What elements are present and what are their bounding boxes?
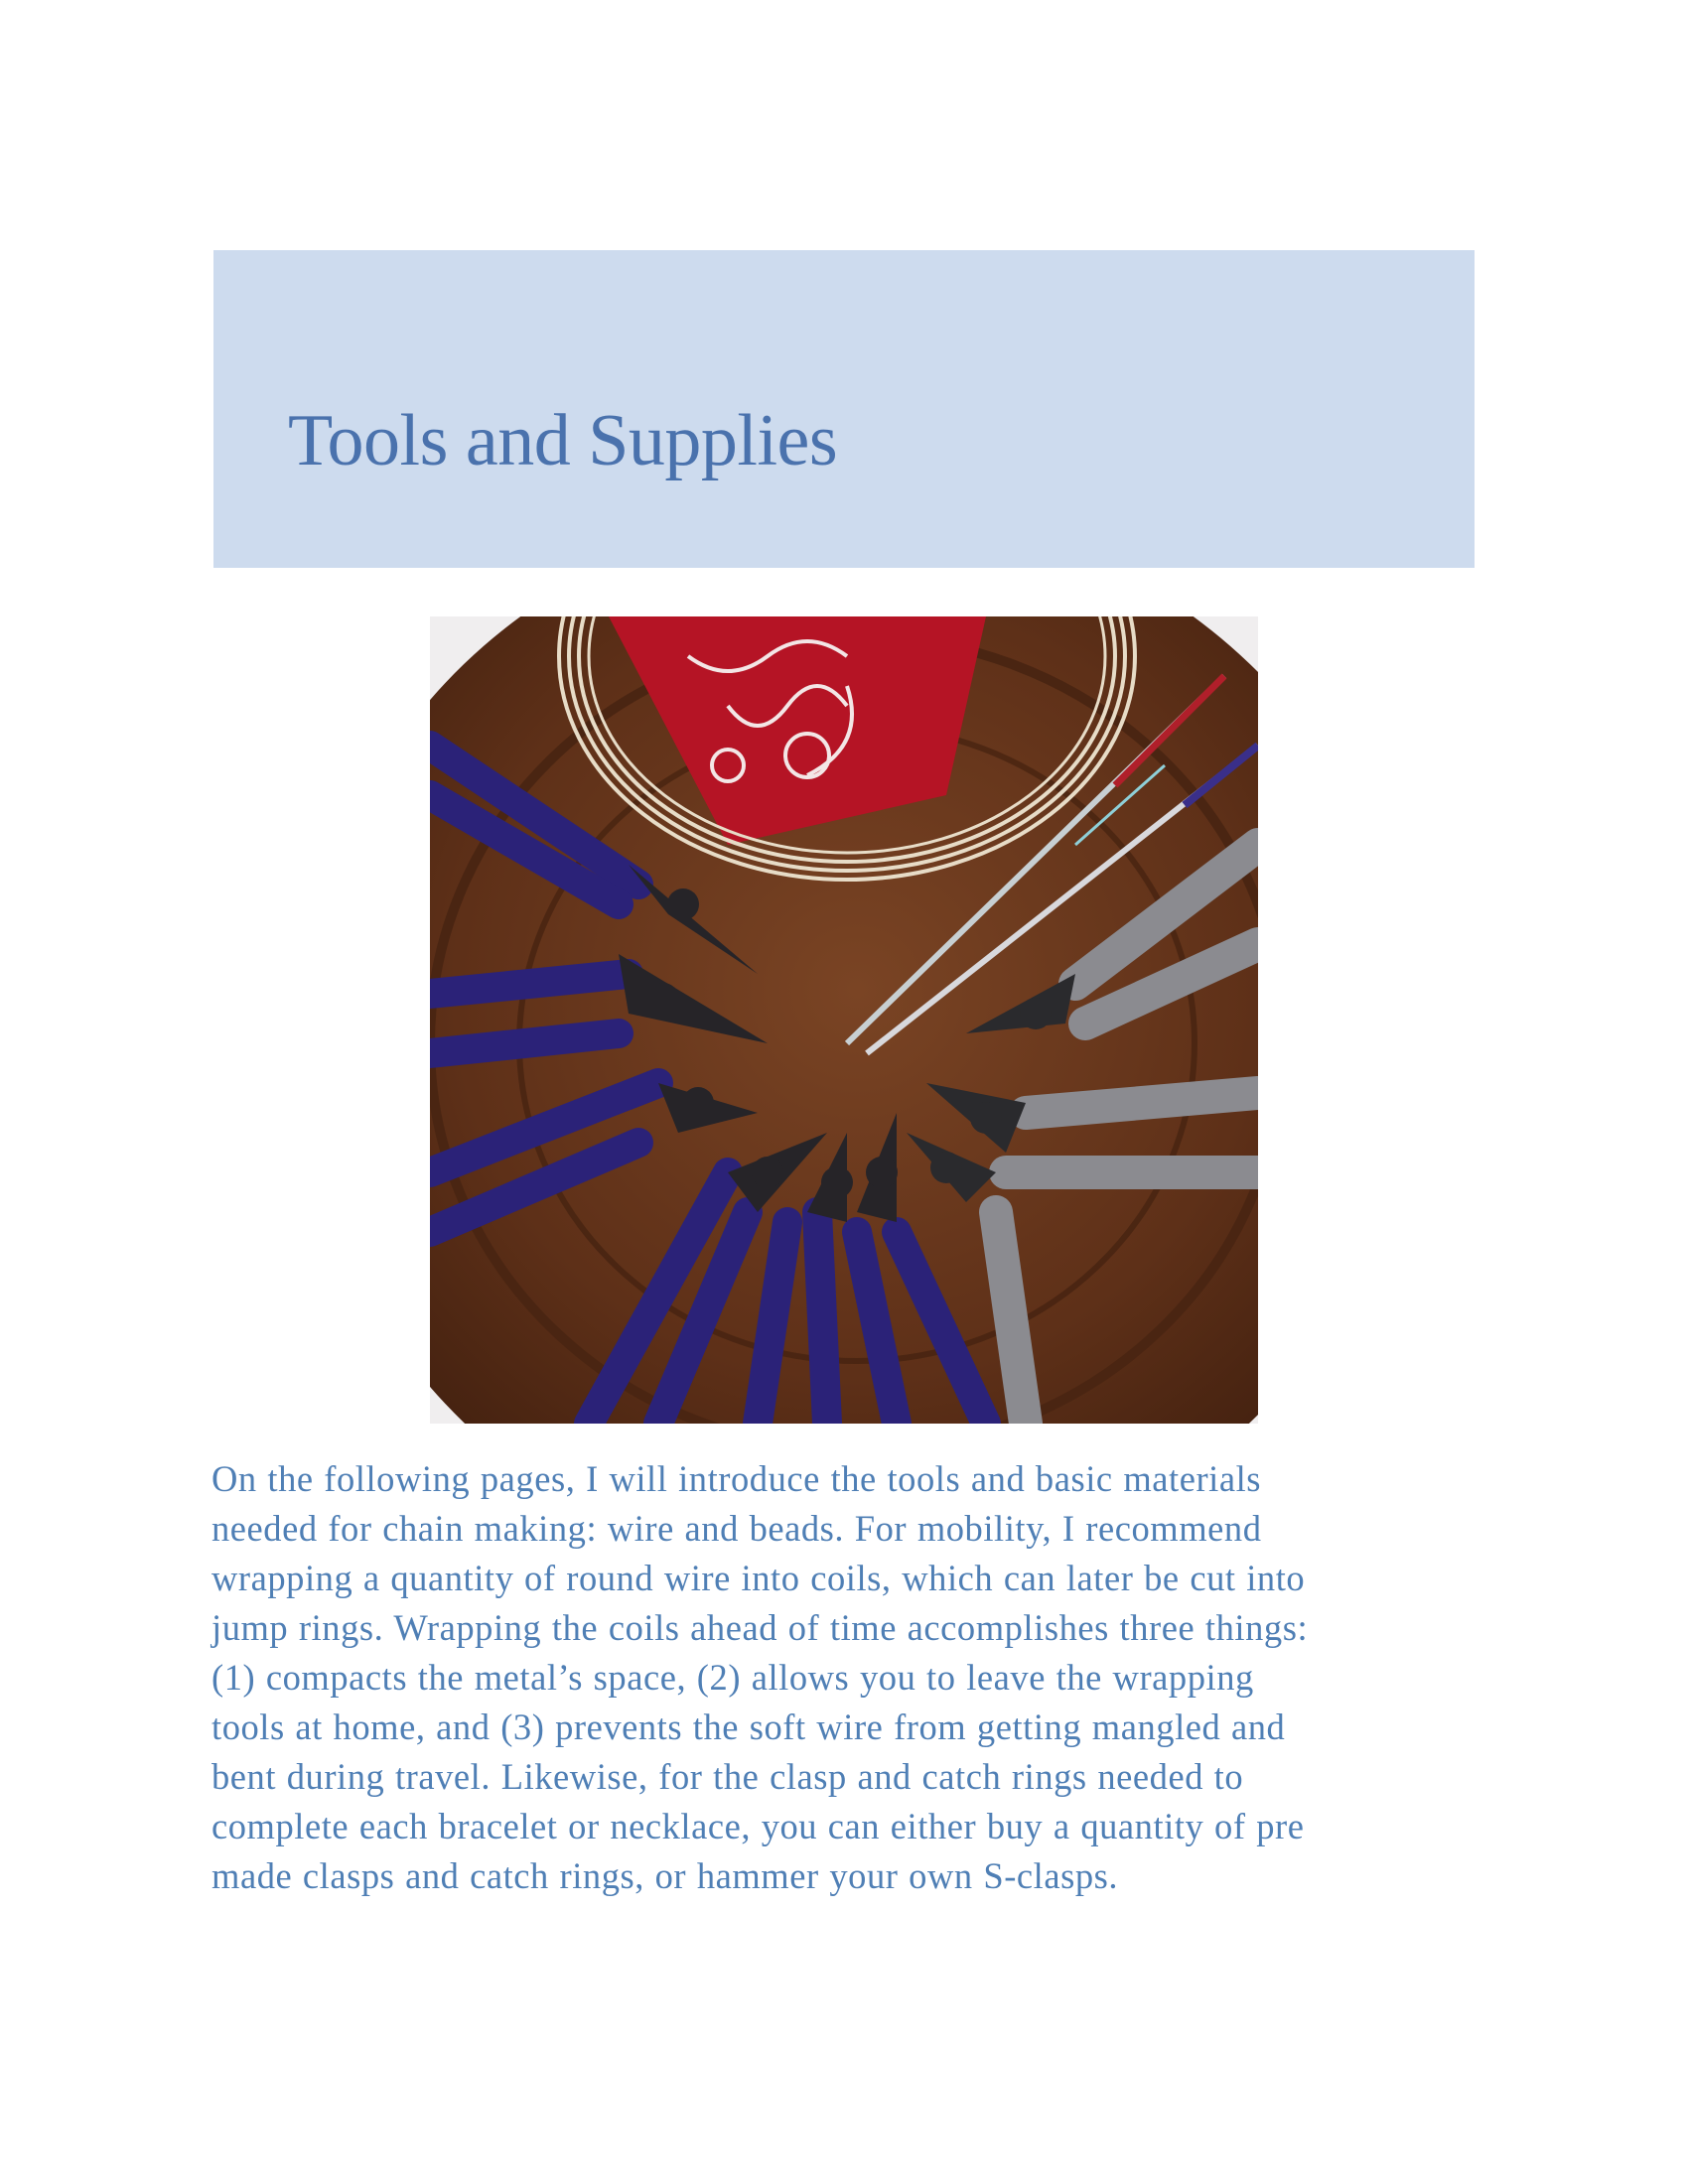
paragraph-line: (1) compacts the metal’s space, (2) allows you to leave the wrapping: [211, 1657, 1254, 1698]
paragraph-line: jump rings. Wrapping the coils ahead of time accomplishes three things:: [211, 1607, 1309, 1648]
paragraph-line: wrapping a quantity of round wire into coils, which can later be cut into: [211, 1558, 1306, 1598]
intro-paragraph: [211, 1454, 1487, 1901]
tools-photo: [430, 616, 1258, 1424]
paragraph-line: complete each bracelet or necklace, you can either buy a quantity of pre: [211, 1806, 1305, 1846]
paragraph-line: On the following pages, I will introduce the tools and basic materials: [211, 1458, 1262, 1499]
page-title: Tools and Supplies: [288, 400, 838, 481]
paragraph-line: tools at home, and (3) prevents the soft wire from getting mangled and: [211, 1706, 1286, 1747]
paragraph-line: made clasps and catch rings, or hammer your own S-clasps.: [211, 1855, 1119, 1896]
paragraph-line: needed for chain making: wire and beads. For mobility, I recommend: [211, 1508, 1262, 1549]
paragraph-line: bent during travel. Likewise, for the clasp and catch rings needed to: [211, 1756, 1244, 1797]
title-banner: [213, 250, 1475, 568]
